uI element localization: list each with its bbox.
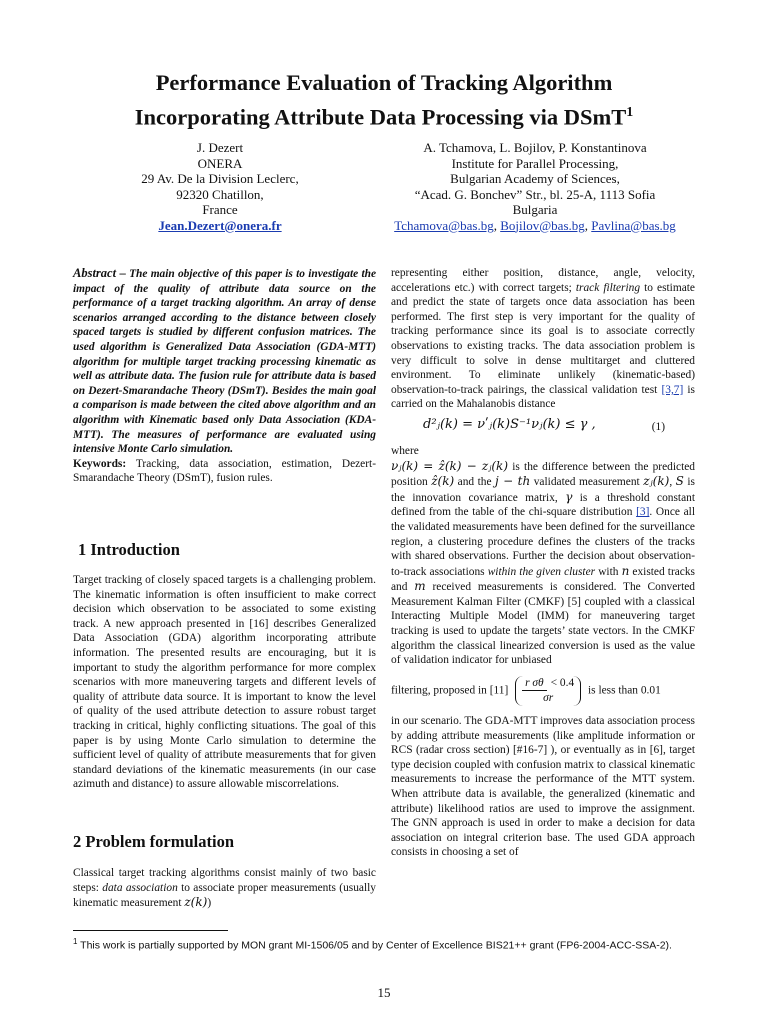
math-inline: m: [414, 579, 426, 594]
text-run: is the difference between the predicted position: [391, 460, 695, 489]
text-emphasis: track filtering: [575, 281, 641, 294]
citation-link[interactable]: [3]: [636, 506, 650, 519]
author-affiliation: ONERA: [197, 155, 243, 171]
abstract-text: The main objective of this paper is to investigate the impact of the quality of attribute data source on the performance of a target tracking algorithm. An array of dense scenarios arranged according to the distance between closely spaced targets is studied by different confusion matrices. The used algorithm is Generalized Data Association (GDA-MTT) algorithm for multiple target tracking processing kinematic as well as attribute data. The fusion rule for attribute data is based on Dezert-Smarandache Theory (DSmT). Besides the main goal a comparison is made between the cited above algorithm and an algorithm with Kinematic based only Data Association (KDA-MTT). The measures of performance are evaluated using intensive Monte Carlo simulation.: [73, 268, 376, 456]
author-block-right: [360, 140, 710, 233]
math-inline: ẑ(k): [431, 474, 455, 489]
fraction-numerator: r σθ: [522, 676, 547, 692]
footnote-mark: 1: [73, 937, 78, 946]
pf-text-b: to associate proper measurements (usually kinematic measurement: [73, 881, 376, 910]
email-link-tchamova[interactable]: Tchamova@bas.bg: [394, 217, 494, 233]
email-separator: ,: [584, 217, 589, 233]
validation-indicator-formula: [515, 676, 581, 706]
author-address-2: 92320 Chatillon,: [176, 186, 264, 202]
text-run: and the: [454, 476, 495, 489]
text-run: existed tracks and: [391, 565, 695, 594]
abstract-block: [73, 266, 376, 486]
equation-1-number: (1): [651, 420, 665, 433]
math-inline: j − th: [495, 474, 531, 489]
right-paragraph-4: in our scenario. The GDA-MTT improves data association process by adding attribute measurements (like amplitude information or RCS (radar cross section) [#16-7] ), or eventually as in [6], target type decision coupled with confusion matrix to classical kinematic measurements to increase the performance of the MTT system. When attribute data is available, the generalized (kinematic and attribute) likelihood ratios are used to improve the assignment. The GNN approach is used in order to make a decision for data association on integral criterion base. The used GDA approach consists in choosing a set of: [391, 715, 695, 859]
author-affiliation-1: Institute for Parallel Processing,: [451, 155, 619, 171]
math-inline: zⱼ(k): [643, 474, 670, 489]
footnote: [73, 935, 713, 953]
text-run: . Once all the validated measurements have been defined for the surveillance region, a clustering procedure defines the clusters of the tracks with shared observations. Further the decision about observation-to-track associations: [391, 506, 695, 578]
abstract-paragraph: [73, 266, 376, 457]
text-run: ,: [669, 476, 676, 489]
math-inline: νⱼ(k) = ẑ(k) − zⱼ(k): [391, 458, 509, 473]
pf-text-d: ): [207, 897, 212, 910]
author-emails: [360, 218, 710, 234]
pf-text-a: Classical target tracking algorithms consist mainly of two basic steps:: [73, 867, 376, 894]
introduction-paragraph: Target tracking of closely spaced targets is a challenging problem. The kinematic information is often insufficient to make correct decision which observation to be associated to some existing track. A new approach presented in [16] describes Generalized Data Association (GDA) algorithm incorporating attribute information. The presented results are encouraging, but it is important to study the algorithm performance for more complex scenarios with more maneuvering targets and different levels of quality of attribute data source. It is important to know the level of quality of the used attribute detection to assure robust target tracking in critical, highly conflicting situations. The goal of this paper is by using Monte Carlo simulation to determine the sufficient level of quality of attribute measurements that for given standard deviations of the kinematic measurements (in our case azimuth and distance) to assure allowable miscorrelations.: [73, 574, 376, 791]
author-affiliation-2: Bulgarian Academy of Sciences,: [450, 171, 620, 186]
text-run: received measurements is considered. The Converted Measurement Kalman Filter (CMKF) [5] coupled with a classical Interacting Multiple Model (IMM) for maneuvering target tracking is used to update the targets’ state vectors. In the CMKF algorithm the classical linearized conversion is used as the value of validation indicator for unbiased: [391, 581, 695, 667]
citation-link[interactable]: [3,7]: [661, 383, 684, 396]
text-run: with: [595, 565, 622, 578]
text-run: representing either position, distance, angle, velocity, accelerations etc.) with correct targets;: [391, 267, 695, 294]
text-run: filtering, proposed in [11]: [391, 684, 509, 697]
text-run: is carried on the Mahalanobis distance: [391, 383, 695, 411]
footnote-rule: [73, 930, 228, 931]
author-names: A. Tchamova, L. Bojilov, P. Konstantinova: [423, 140, 647, 155]
problem-formulation-paragraph: [73, 866, 376, 911]
title-footnote-mark: 1: [626, 105, 634, 120]
email-separator: ,: [493, 217, 497, 233]
section-heading-introduction: 1 Introduction: [78, 540, 180, 559]
author-name: J. Dezert: [196, 140, 244, 155]
text-run: to estimate and predict the state of targets once data association has been performed. The first step is very important for the quality of tracking performance since its goal is to associate correctly observations to existing tracks. The data association problem is very difficult to solve in dense multitarget and cluttered environment. To eliminate unlikely (kinematic-based) observation-to-track pairings, the classical validation test: [391, 281, 695, 396]
author-country: France: [202, 202, 238, 217]
pf-text-em: data association: [102, 881, 178, 894]
math-inline: n: [621, 563, 630, 578]
email-link-pavlina[interactable]: Pavlina@bas.bg: [591, 217, 676, 233]
right-paragraph-3: [391, 676, 695, 706]
fraction-denominator: σr: [543, 692, 554, 705]
text-run: is a threshold constant defined from the table of the chi-square distribution: [391, 491, 695, 519]
title-line-1: Performance Evaluation of Tracking Algorithm: [155, 70, 613, 95]
text-run: is the innovation covariance matrix,: [391, 476, 695, 504]
author-address-1: 29 Av. De la Division Leclerc,: [141, 171, 299, 186]
equation-1: [391, 416, 695, 440]
keywords-text: Tracking, data association, estimation, Dezert-Smarandache Theory (DSmT), fusion rules.: [73, 457, 376, 485]
paper-title: [40, 68, 728, 133]
author-block-left: [70, 140, 370, 233]
keywords-paragraph: [73, 457, 376, 486]
text-run: is less than 0.01: [588, 684, 661, 697]
title-line-2-text: Incorporating Attribute Data Processing via DSmT: [134, 104, 627, 130]
keywords-label: Keywords:: [73, 457, 127, 470]
title-line-2: [40, 98, 728, 133]
where-line: where: [391, 444, 419, 457]
text-emphasis: within the given cluster: [487, 565, 596, 578]
page-number: 15: [377, 985, 391, 1000]
author-email-link[interactable]: Jean.Dezert@onera.fr: [158, 217, 282, 233]
abstract-lead: Abstract –: [73, 266, 126, 280]
author-address: “Acad. G. Bonchev” Str., bl. 25-A, 1113 Sofia: [414, 186, 656, 202]
footnote-text: This work is partially supported by MON grant MI-1506/05 and by Center of Excellence BIS21++ grant (FP6-2004-ACC-SSA-2).: [77, 939, 672, 952]
section-heading-problem-formulation: 2 Problem formulation: [73, 832, 235, 851]
equation-1-body: d²ⱼ(k) = νʹⱼ(k)S⁻¹νⱼ(k) ≤ γ ,: [423, 416, 596, 432]
math-inline: γ: [565, 489, 573, 504]
right-column: [391, 266, 695, 860]
author-country: Bulgaria: [512, 202, 558, 217]
math-inline: S: [675, 474, 684, 489]
pf-math-zk: z(k): [184, 895, 208, 910]
text-run: validated measurement: [530, 476, 644, 489]
right-paragraph-2: [391, 459, 695, 668]
right-paragraph-1: [391, 266, 695, 412]
email-link-bojilov[interactable]: Bojilov@bas.bg: [500, 217, 585, 233]
fraction-lt: < 0.4: [550, 676, 575, 689]
